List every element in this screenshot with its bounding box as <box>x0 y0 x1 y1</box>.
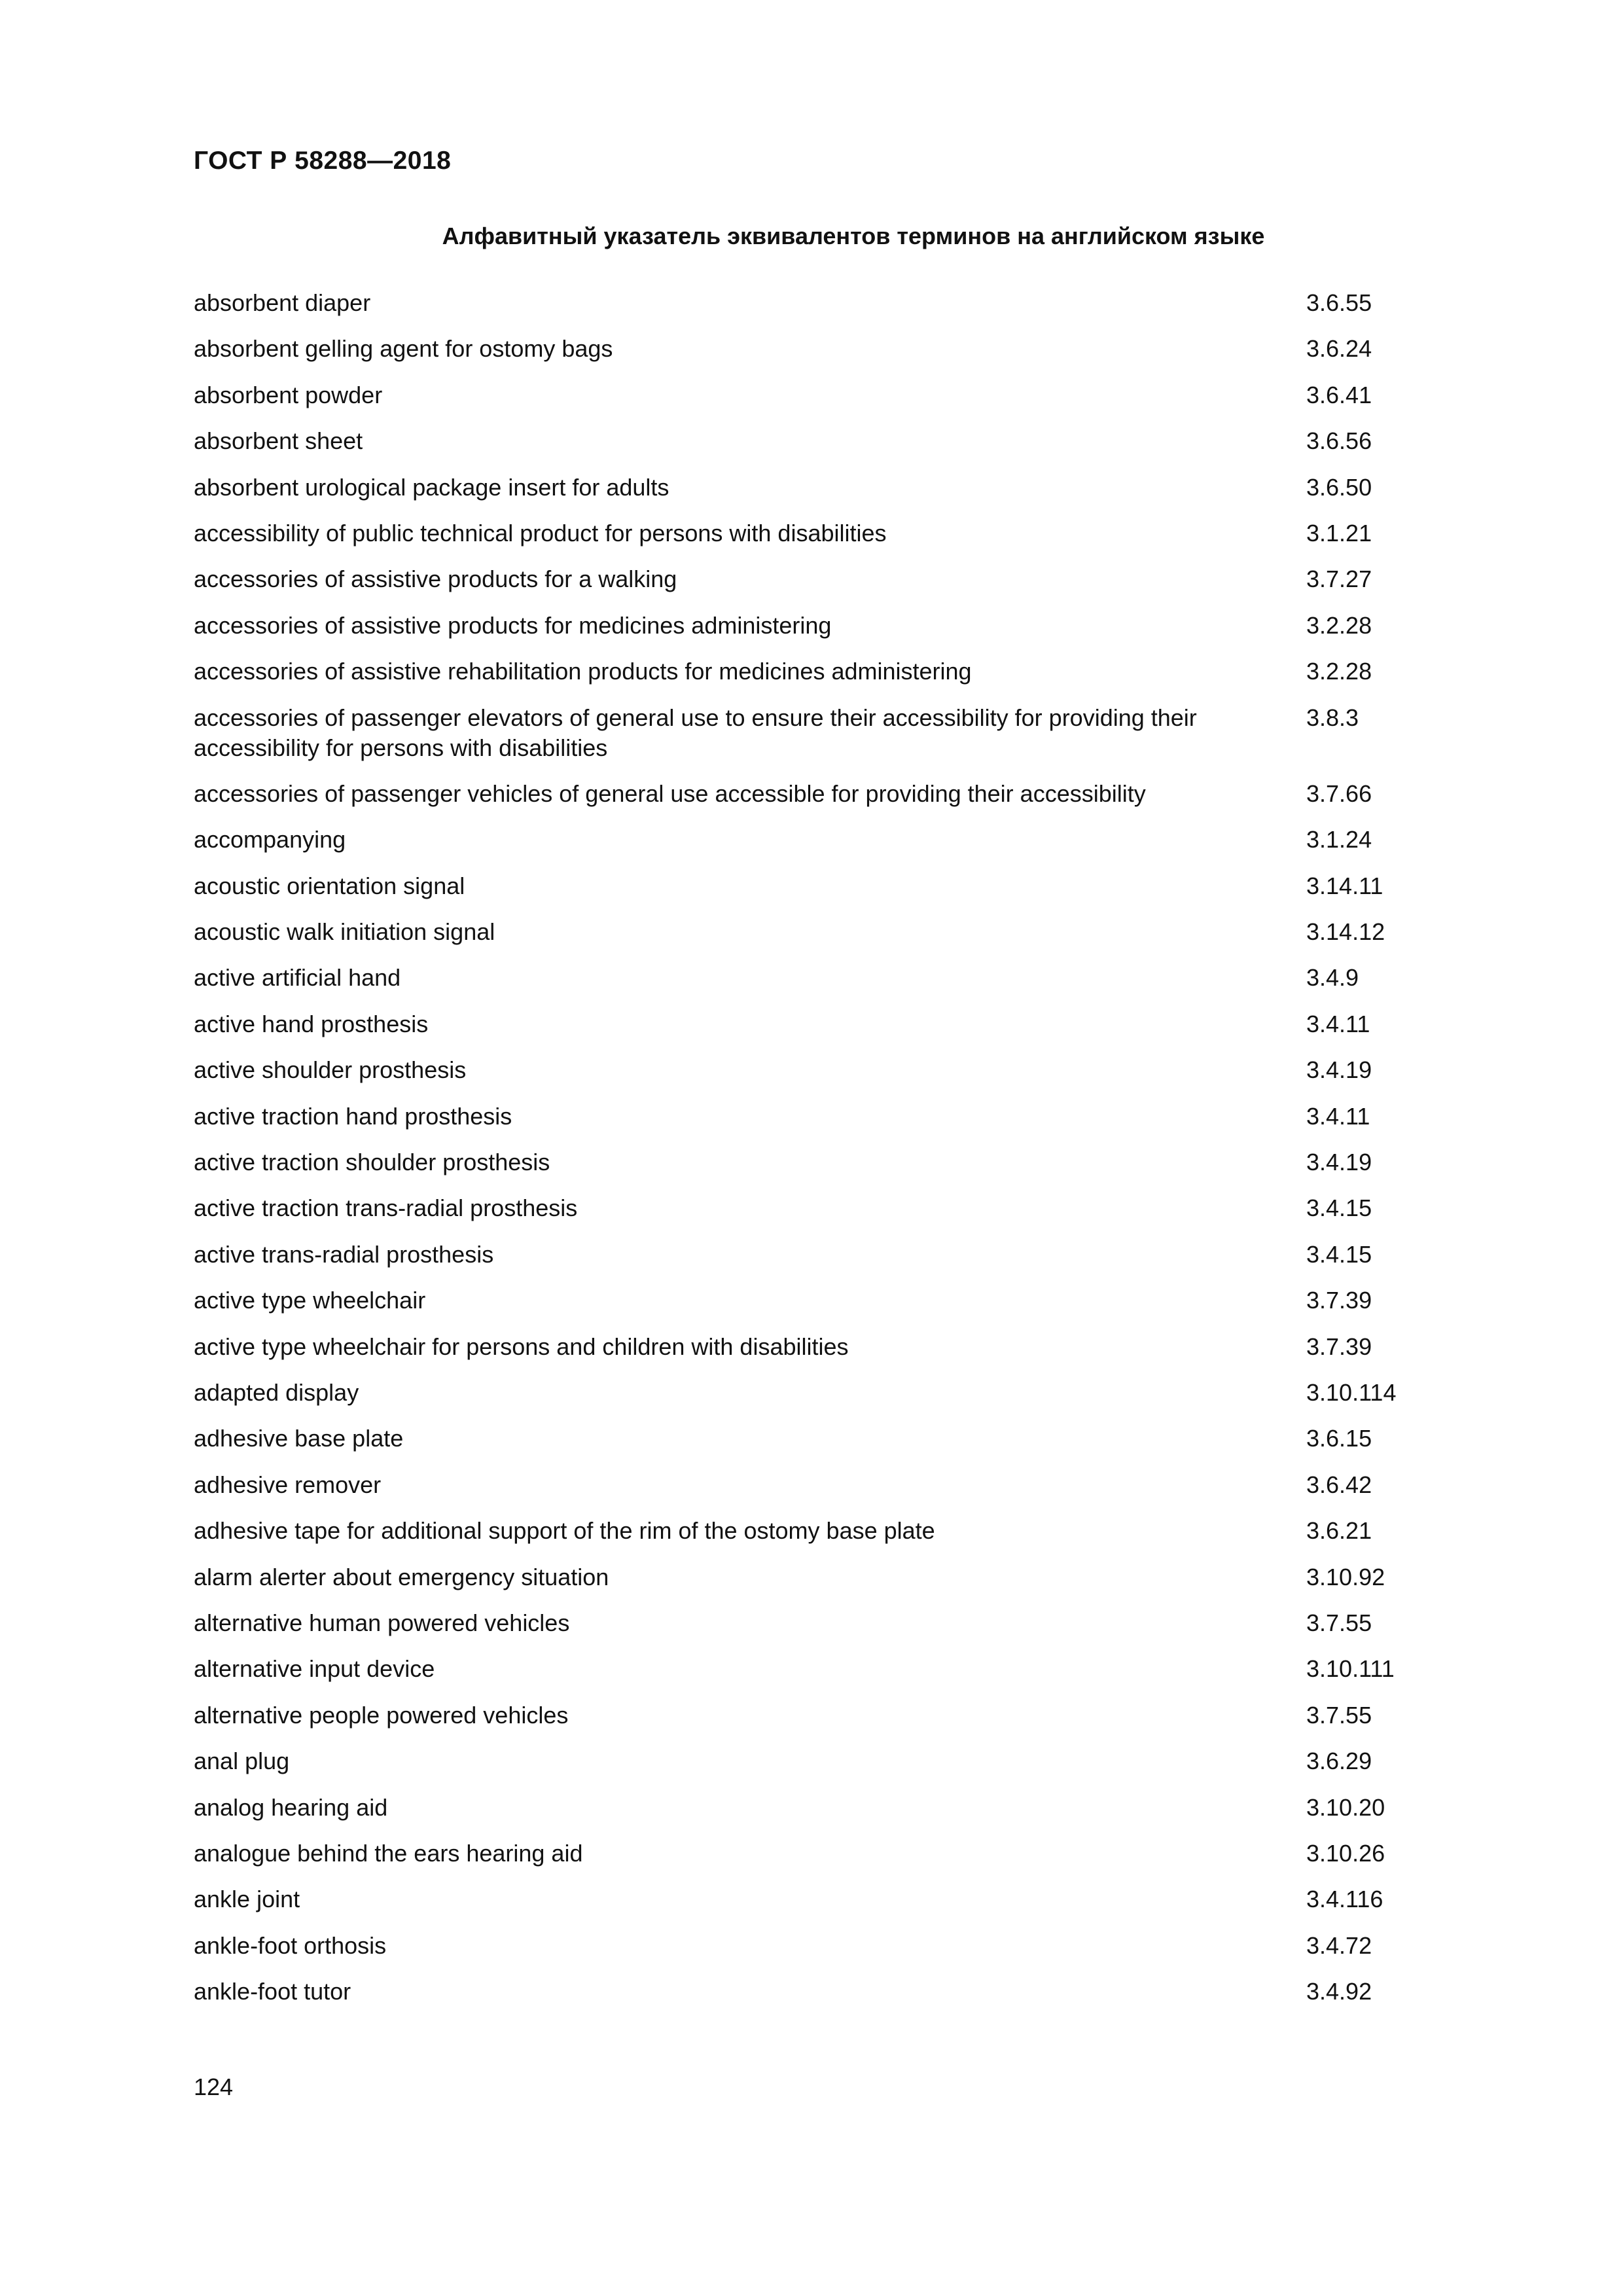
index-entry <box>194 288 1489 318</box>
index-entry <box>194 611 1489 641</box>
index-entry-ref: 3.10.111 <box>1306 1655 1395 1683</box>
index-entry-ref: 3.7.66 <box>1306 780 1372 807</box>
index-entry-term: acoustic walk initiation signal <box>194 918 495 946</box>
index-entry <box>194 426 1489 456</box>
index-entry-ref: 3.4.15 <box>1306 1240 1372 1268</box>
index-entry <box>194 1562 1489 1592</box>
index-entry-ref: 3.4.72 <box>1306 1931 1372 1959</box>
index-entry-term: active hand prosthesis <box>194 1010 429 1037</box>
index-entry-term: acoustic orientation signal <box>194 872 465 899</box>
index-entry <box>194 825 1489 855</box>
index-entry-term: ankle joint <box>194 1886 300 1913</box>
index-entry-ref: 3.2.28 <box>1306 611 1372 639</box>
index-entry-ref: 3.7.55 <box>1306 1701 1372 1729</box>
index-entry <box>194 1378 1489 1408</box>
index-entry-ref: 3.8.3 <box>1306 704 1359 731</box>
index-entry <box>194 963 1489 993</box>
index-entry-term: absorbent diaper <box>194 289 371 316</box>
index-entry-term: accessories of passenger elevators of general use to ensure their accessibility for providing their accessibility for persons with disabilities <box>194 704 1197 761</box>
index-entry <box>194 1332 1489 1362</box>
index-entry <box>194 1424 1489 1454</box>
index-entry-term: alternative input device <box>194 1655 435 1683</box>
index-entry-term: adapted display <box>194 1378 359 1406</box>
index-entry-term: absorbent sheet <box>194 427 363 455</box>
index-entry <box>194 1193 1489 1223</box>
index-entry-term: alternative human powered vehicles <box>194 1609 570 1636</box>
index-entry <box>194 779 1489 809</box>
index-entry-term: accessories of assistive products for medicines administering <box>194 611 832 639</box>
index-entry-ref: 3.4.11 <box>1306 1010 1370 1037</box>
index-entry-ref: 3.6.42 <box>1306 1471 1372 1498</box>
index-entry-ref: 3.10.114 <box>1306 1378 1397 1406</box>
index-entry-ref: 3.14.12 <box>1306 918 1385 946</box>
index-entry-ref: 3.7.39 <box>1306 1287 1372 1314</box>
index-entry-ref: 3.1.24 <box>1306 826 1372 853</box>
index-entry-term: analogue behind the ears hearing aid <box>194 1839 583 1867</box>
index-entry <box>194 656 1489 687</box>
index-entry-term: active artificial hand <box>194 964 401 992</box>
index-entry-term: active traction shoulder prosthesis <box>194 1149 550 1176</box>
index-entry <box>194 1884 1489 1914</box>
index-entry <box>194 1009 1489 1039</box>
index-entry <box>194 1654 1489 1684</box>
index-entry <box>194 473 1489 503</box>
index-entry <box>194 1746 1489 1776</box>
index-entry-term: absorbent urological package insert for adults <box>194 473 669 501</box>
index-entry-ref: 3.6.41 <box>1306 381 1372 408</box>
index-entry-term: active type wheelchair for persons and children with disabilities <box>194 1333 849 1360</box>
index-entry-term: adhesive remover <box>194 1471 382 1498</box>
index-entry-ref: 3.6.55 <box>1306 289 1372 316</box>
index-entry-ref: 3.4.19 <box>1306 1149 1372 1176</box>
index-list <box>194 288 1489 2022</box>
index-entry <box>194 917 1489 947</box>
index-entry <box>194 1793 1489 1823</box>
index-entry <box>194 1516 1489 1546</box>
index-entry <box>194 703 1489 763</box>
index-entry-ref: 3.7.27 <box>1306 565 1372 593</box>
index-entry-ref: 3.4.116 <box>1306 1886 1383 1913</box>
index-entry-ref: 3.6.29 <box>1306 1748 1372 1775</box>
index-entry-ref: 3.14.11 <box>1306 872 1383 899</box>
page-number: 124 <box>194 2073 234 2100</box>
index-entry-term: ankle-foot tutor <box>194 1978 351 2005</box>
document-code: ГОСТ Р 58288—2018 <box>194 147 452 175</box>
index-entry-ref: 3.6.50 <box>1306 473 1372 501</box>
index-entry-ref: 3.10.92 <box>1306 1563 1385 1590</box>
index-entry-term: active shoulder prosthesis <box>194 1056 467 1084</box>
index-entry <box>194 1608 1489 1638</box>
index-entry-term: active traction hand prosthesis <box>194 1102 512 1130</box>
index-title: Алфавитный указатель эквивалентов терминов на английском языке <box>442 223 1265 249</box>
index-entry-ref: 3.6.21 <box>1306 1517 1372 1545</box>
index-entry-ref: 3.6.15 <box>1306 1425 1372 1452</box>
index-entry-term: anal plug <box>194 1748 290 1775</box>
index-entry <box>194 1102 1489 1132</box>
index-entry <box>194 380 1489 410</box>
index-entry-term: alternative people powered vehicles <box>194 1701 569 1729</box>
index-entry-ref: 3.2.28 <box>1306 658 1372 685</box>
index-entry <box>194 1700 1489 1731</box>
index-entry-term: accessories of passenger vehicles of general use accessible for providing their accessibility <box>194 780 1146 807</box>
index-entry-ref: 3.1.21 <box>1306 519 1372 547</box>
index-entry-term: active trans-radial prosthesis <box>194 1240 494 1268</box>
index-entry <box>194 871 1489 901</box>
index-entry <box>194 1470 1489 1500</box>
index-entry <box>194 564 1489 594</box>
index-entry-ref: 3.6.24 <box>1306 335 1372 363</box>
index-entry-ref: 3.7.55 <box>1306 1609 1372 1636</box>
index-entry-term: analog hearing aid <box>194 1793 388 1821</box>
index-entry <box>194 1285 1489 1316</box>
index-entry-ref: 3.4.11 <box>1306 1102 1370 1130</box>
index-entry-term: accompanying <box>194 826 346 853</box>
index-entry <box>194 1147 1489 1177</box>
index-entry <box>194 518 1489 548</box>
index-entry-term: adhesive base plate <box>194 1425 404 1452</box>
index-entry-ref: 3.4.9 <box>1306 964 1359 992</box>
index-entry-term: absorbent powder <box>194 381 383 408</box>
index-entry <box>194 1240 1489 1270</box>
index-entry-term: accessories of assistive products for a walking <box>194 565 677 593</box>
index-entry-term: ankle-foot orthosis <box>194 1931 387 1959</box>
index-entry-term: accessories of assistive rehabilitation products for medicines administering <box>194 658 972 685</box>
index-entry-ref: 3.10.20 <box>1306 1793 1385 1821</box>
index-entry-term: adhesive tape for additional support of the rim of the ostomy base plate <box>194 1517 935 1545</box>
index-entry <box>194 1055 1489 1085</box>
index-entry-ref: 3.4.19 <box>1306 1056 1372 1084</box>
index-entry-ref: 3.10.26 <box>1306 1839 1385 1867</box>
index-entry-ref: 3.4.15 <box>1306 1194 1372 1222</box>
index-entry <box>194 1931 1489 1961</box>
index-entry <box>194 1977 1489 2007</box>
index-entry-term: active type wheelchair <box>194 1287 426 1314</box>
index-entry <box>194 1839 1489 1869</box>
index-entry-ref: 3.7.39 <box>1306 1333 1372 1360</box>
index-entry-ref: 3.6.56 <box>1306 427 1372 455</box>
index-entry-term: accessibility of public technical product for persons with disabilities <box>194 519 887 547</box>
index-entry-ref: 3.4.92 <box>1306 1978 1372 2005</box>
index-entry-term: active traction trans-radial prosthesis <box>194 1194 578 1222</box>
index-entry <box>194 334 1489 364</box>
index-entry-term: alarm alerter about emergency situation <box>194 1563 609 1590</box>
index-entry-term: absorbent gelling agent for ostomy bags <box>194 335 613 363</box>
